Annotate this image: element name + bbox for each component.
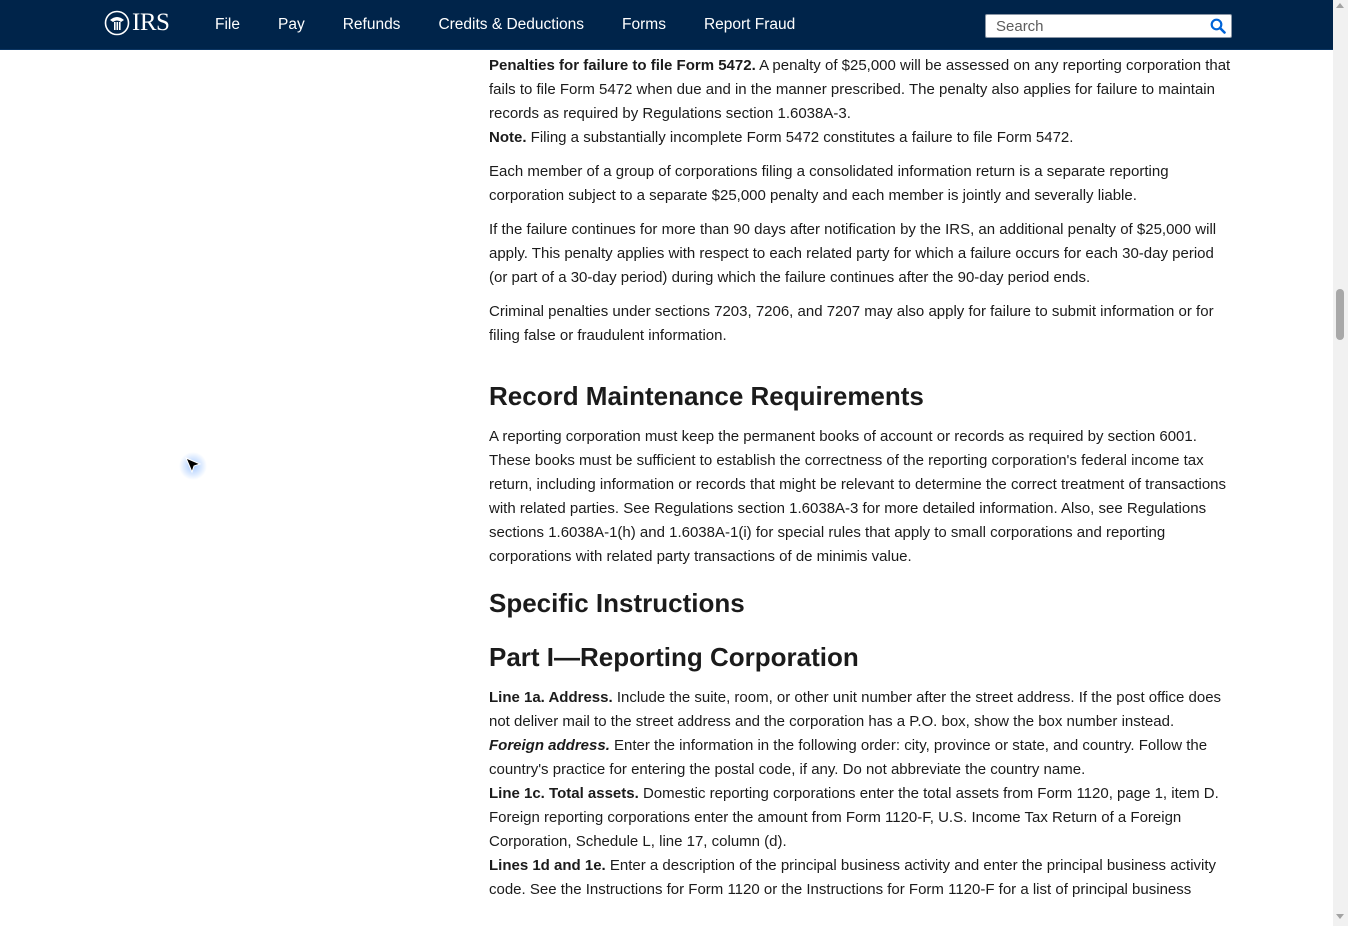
foreign-address-text: Enter the information in the following order: city, province or state, and country. Follow the country's practice for entering the postal code, if any. Do not abbreviate the country name. — [489, 737, 1208, 778]
search-box — [985, 14, 1232, 38]
record-paragraph: A reporting corporation must keep the permanent books of account or records as required by section 6001. These books must be sufficient to establish the correctness of the reporting corporation's federal income tax return, including information or records that might be relevant to determine the correct treatment of transactions with related parties. See Regulations section 1.6038A-3 for more detailed information. Also, see Regulations sections 1.6038A-1(h) and 1.6038A-1(i) for special rules that apply to small corporations and reporting corporations with related party transactions of de minimis value. — [489, 428, 1227, 565]
main-nav — [196, 0, 814, 49]
nav-pay[interactable]: Pay — [277, 16, 305, 33]
scroll-down-arrow-icon[interactable] — [1336, 914, 1344, 919]
line-1d-paragraph — [489, 854, 1234, 902]
mouse-cursor-icon — [178, 451, 208, 481]
note-text: Filing a substantially incomplete Form 5472 constitutes a failure to file Form 5472. — [526, 129, 1074, 146]
failure-paragraph: If the failure continues for more than 90 days after notification by the IRS, an additional penalty of $25,000 will apply. This penalty applies with respect to each related party for which a failure occurs for each 30-day period (or part of a 30-day period) during which the failure continues after the 90-day period ends. — [489, 221, 1217, 286]
site-header — [0, 0, 1333, 49]
heading-record-maintenance: Record Maintenance Requirements — [489, 381, 924, 411]
search-icon — [1210, 18, 1226, 34]
line-1d-lead: Lines 1d and 1e. — [489, 857, 606, 874]
line-1a-lead: Line 1a. Address. — [489, 689, 613, 706]
nav-file[interactable]: File — [215, 16, 240, 33]
irs-logo-link[interactable] — [104, 9, 169, 37]
nav-report-fraud[interactable]: Report Fraud — [703, 16, 796, 33]
page-scrollbar[interactable] — [1333, 0, 1348, 926]
note-paragraph — [489, 126, 1234, 150]
note-lead: Note. — [489, 129, 527, 146]
logo-wordmark: IRS — [132, 9, 170, 36]
heading-specific-instructions: Specific Instructions — [489, 588, 745, 618]
line-1c-lead: Line 1c. Total assets. — [489, 785, 639, 802]
scrollbar-thumb[interactable] — [1336, 289, 1344, 340]
line-1c-text: Domestic reporting corporations enter the total assets from Form 1120, page 1, item D. Foreign reporting corporations enter the amount from Form 1120-F, U.S. Income Tax Return of a Foreign Corporation, Schedule L, line 17, column (d). — [489, 785, 1219, 850]
foreign-address-lead: Foreign address. — [489, 737, 610, 754]
scroll-up-arrow-icon[interactable] — [1336, 3, 1344, 8]
line-1d-text: Enter a description of the principal business activity and enter the principal business activity code. See the Instructions for Form 1120 or the Instructions for Form 1120-F for a list of principal business — [489, 857, 1217, 898]
nav-credits-deductions[interactable]: Credits & Deductions — [438, 16, 585, 33]
line-1a-text: Include the suite, room, or other unit number after the street address. If the post office does not deliver mail to the street address and the corporation has a P.O. box, show the box number instead. — [489, 689, 1222, 730]
criminal-paragraph: Criminal penalties under sections 7203, 7206, and 7207 may also apply for failure to submit information or for filing false or fraudulent information. — [489, 303, 1214, 344]
penalties-lead: Penalties for failure to file Form 5472. — [489, 57, 756, 74]
member-paragraph: Each member of a group of corporations filing a consolidated information return is a separate reporting corporation subject to a separate $25,000 penalty and each member is jointly and severally liable. — [489, 163, 1169, 204]
line-1a-paragraph — [489, 686, 1234, 734]
irs-eagle-icon — [104, 10, 130, 36]
line-1c-paragraph — [489, 782, 1234, 854]
heading-part-1: Part I—Reporting Corporation — [489, 642, 859, 672]
penalties-paragraph — [489, 54, 1234, 126]
penalties-text: A penalty of $25,000 will be assessed on any reporting corporation that fails to file Form 5472 when due and in the manner prescribed. The penalty also applies for failure to maintain records as required by Regulations section 1.6038A-3. — [489, 57, 1231, 122]
search-input[interactable] — [994, 15, 1205, 37]
nav-refunds[interactable]: Refunds — [342, 16, 401, 33]
search-button[interactable] — [1205, 15, 1231, 37]
main-content — [489, 54, 1234, 902]
nav-forms[interactable]: Forms — [622, 16, 666, 33]
foreign-address-paragraph — [489, 734, 1234, 782]
